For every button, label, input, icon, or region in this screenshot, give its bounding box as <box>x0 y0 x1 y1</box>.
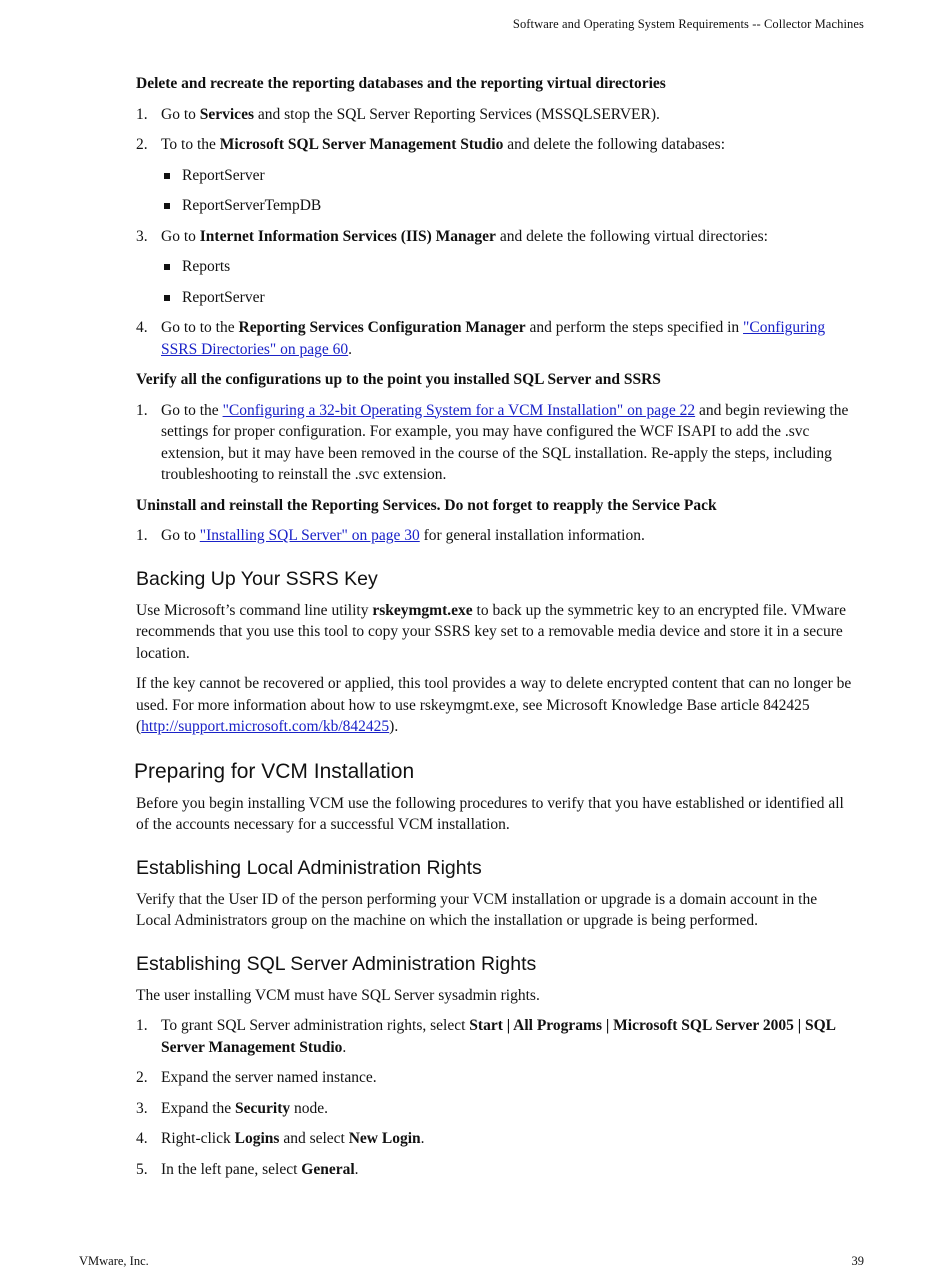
item-number: 3. <box>136 227 148 245</box>
bullet-square-icon <box>164 173 170 179</box>
item-text: Expand the <box>161 1099 236 1117</box>
item-text: and select <box>279 1130 349 1147</box>
page-content <box>136 73 856 1189</box>
para-text: ). <box>389 718 399 735</box>
cross-reference-link[interactable]: "Configuring a 32-bit Operating System for a VCM Installation" on page 22 <box>222 401 696 419</box>
item-bold: Microsoft SQL Server Management Studio <box>219 136 504 153</box>
menu-path: Start | All Programs | Microsoft SQL Server 2005 | SQL Server Management Studio <box>161 1017 836 1056</box>
section-heading-local-admin: Establishing Local Administration Rights <box>136 856 482 879</box>
section-heading-preparing: Preparing for VCM Installation <box>134 759 415 783</box>
item-text: Go to the <box>161 401 223 419</box>
list-item <box>136 226 856 309</box>
paragraph <box>136 673 856 738</box>
paragraph <box>136 600 856 665</box>
item-number: 5. <box>136 1160 148 1178</box>
bullet-item <box>161 287 856 309</box>
item-number: 1. <box>136 105 148 123</box>
item-text: Go to to the <box>161 319 239 336</box>
section-heading-sql-admin: Establishing SQL Server Administration Rights <box>136 952 537 975</box>
item-number: 1. <box>136 1017 148 1034</box>
bullet-text: ReportServer <box>182 166 265 184</box>
item-bold: Reporting Services Configuration Manager <box>238 319 526 336</box>
running-header: Software and Operating System Requirements -- Collector Machines <box>512 17 864 31</box>
item-number: 2. <box>136 136 148 153</box>
item-text: node. <box>290 1099 329 1117</box>
para-text: to back up the symmetric key to an encrypted file. VMware recommends that you use this tool to copy your SSRS key set to a removable media device and store it in a secure location. <box>136 601 846 662</box>
bullet-square-icon <box>164 264 170 270</box>
command-name: rskeymgmt.exe <box>372 601 473 619</box>
bullet-list <box>161 165 856 217</box>
kb-article-link[interactable]: http://support.microsoft.com/kb/842425 <box>141 718 390 735</box>
list-item <box>136 1015 856 1058</box>
page-number: 39 <box>851 1254 864 1268</box>
numbered-list <box>136 525 856 547</box>
list-item <box>136 525 856 547</box>
item-bold: Services <box>199 105 254 123</box>
item-number: 1. <box>136 527 148 544</box>
bullet-item <box>161 165 856 187</box>
item-text: Go to <box>161 527 200 544</box>
item-text: for general installation information. <box>419 527 645 544</box>
numbered-list <box>136 104 856 361</box>
item-number: 1. <box>136 401 148 419</box>
item-bold: Security <box>235 1099 291 1117</box>
item-bold: Logins <box>234 1130 280 1147</box>
bullet-square-icon <box>164 295 170 301</box>
paragraph: Verify that the User ID of the person performing your VCM installation or upgrade is a domain account in the Local Administrators group on the machine on which the installation or upgrade is being performed. <box>136 890 818 929</box>
bullet-text: ReportServerTempDB <box>182 197 322 214</box>
bullet-text: ReportServer <box>182 288 265 306</box>
item-number: 4. <box>136 1130 148 1147</box>
item-text: and begin reviewing the settings for proper configuration. For example, you may have configured the WCF ISAPI to add the .svc extension, but it may have been removed in the course of the SQL installation. Re-apply the steps, including troubleshooting to reinstall the .svc extension. <box>161 401 849 483</box>
item-bold: Internet Information Services (IIS) Manager <box>199 227 496 245</box>
item-number: 2. <box>136 1069 148 1086</box>
bullet-list <box>161 256 856 308</box>
list-item <box>136 1159 856 1181</box>
procedure-heading: Delete and recreate the reporting databases and the reporting virtual directories <box>136 75 666 92</box>
procedure-heading: Verify all the configurations up to the point you installed SQL Server and SSRS <box>136 371 661 388</box>
item-bold: New Login <box>348 1130 421 1147</box>
list-item <box>136 134 856 217</box>
para-text: If the key cannot be recovered or applied, this tool provides a way to delete encrypted content that can no longer be used. For more information about how to use rskeymgmt.exe, see Microsoft Knowledge Base article 842425 ( <box>136 675 852 735</box>
paragraph: Before you begin installing VCM use the following procedures to verify that you have established or identified all of the accounts necessary for a successful VCM installation. <box>136 794 844 833</box>
procedure-heading: Uninstall and reinstall the Reporting Services. Do not forget to reapply the Service Pack <box>136 496 717 514</box>
numbered-list <box>136 1015 856 1180</box>
item-text: To grant SQL Server administration rights, select <box>161 1017 470 1034</box>
list-item <box>136 1098 856 1120</box>
item-text: . <box>342 1038 347 1056</box>
item-text: Go to <box>161 227 200 245</box>
list-item <box>136 1067 856 1089</box>
bullet-text: Reports <box>182 258 231 275</box>
list-item <box>136 1128 856 1150</box>
bullet-item <box>161 256 856 278</box>
cross-reference-link[interactable]: "Installing SQL Server" on page 30 <box>199 527 420 544</box>
footer-company: VMware, Inc. <box>79 1254 149 1268</box>
para-text: Use Microsoft’s command line utility <box>136 601 373 619</box>
item-number: 4. <box>136 319 148 336</box>
section-heading-backup: Backing Up Your SSRS Key <box>136 567 378 590</box>
item-text: . <box>348 340 353 358</box>
bullet-square-icon <box>164 203 170 209</box>
item-text: and delete the following databases: <box>503 136 726 153</box>
list-item <box>136 400 856 486</box>
item-text: and stop the SQL Server Reporting Services (MSSQLSERVER). <box>253 105 660 123</box>
item-text: . <box>420 1130 425 1147</box>
numbered-list <box>136 400 856 486</box>
list-item <box>136 317 856 360</box>
bullet-item <box>161 195 856 217</box>
item-number: 3. <box>136 1099 148 1117</box>
cross-reference-link[interactable]: "Configuring SSRS Directories" on page 60 <box>161 319 826 358</box>
item-text: To to the <box>161 136 220 153</box>
item-text: Right-click <box>161 1130 235 1147</box>
item-bold: General <box>301 1160 355 1178</box>
item-text: and delete the following virtual directories: <box>495 227 768 245</box>
item-text: and perform the steps specified in <box>525 319 744 336</box>
paragraph: The user installing VCM must have SQL Server sysadmin rights. <box>136 986 540 1004</box>
item-text: Expand the server named instance. <box>161 1069 377 1086</box>
item-text: In the left pane, select <box>161 1160 302 1178</box>
item-text: Go to <box>161 105 200 123</box>
list-item <box>136 104 856 126</box>
item-text: . <box>354 1160 359 1178</box>
